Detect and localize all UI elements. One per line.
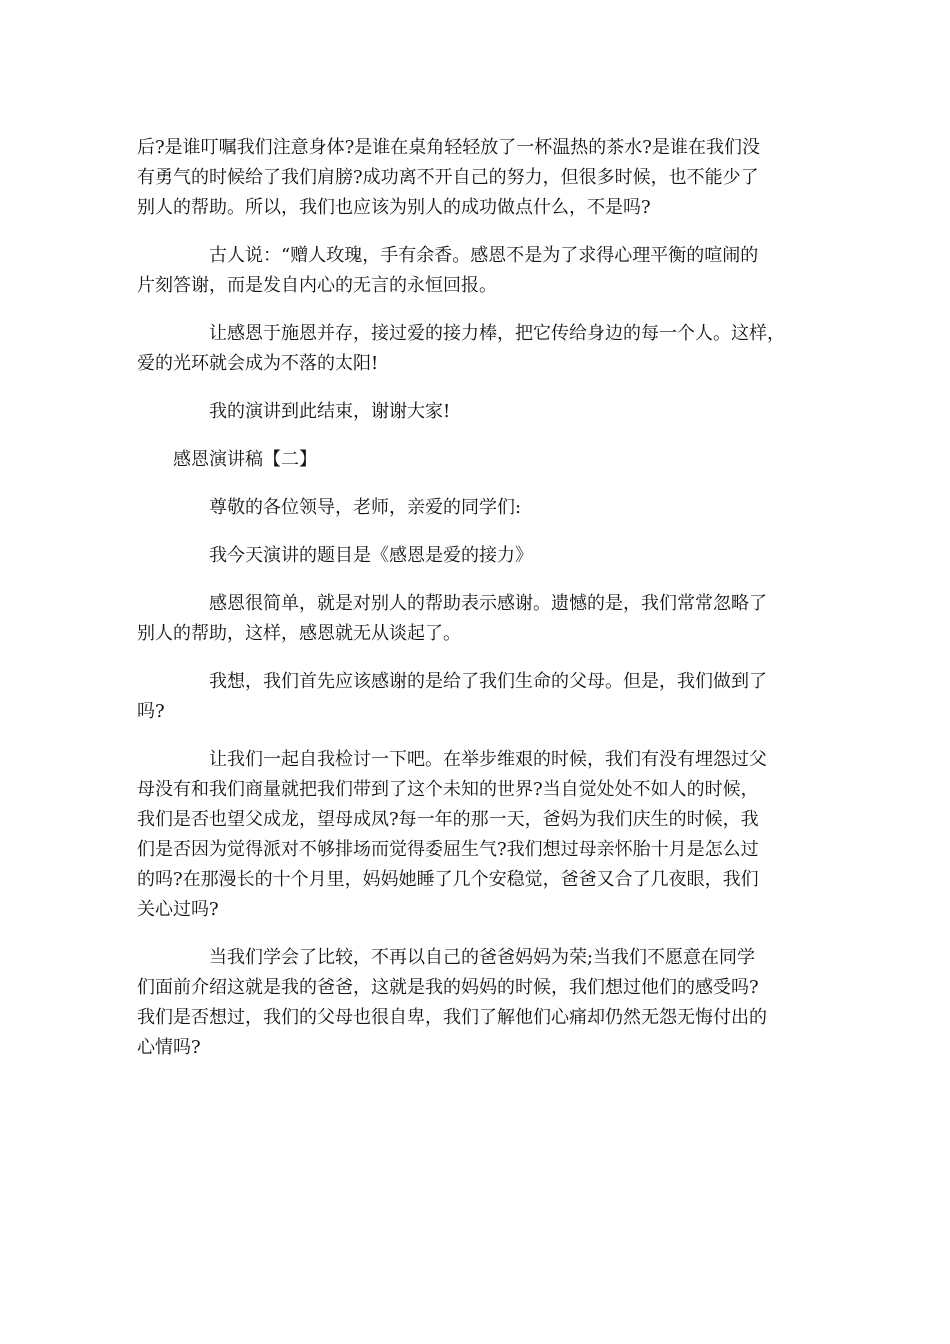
- section-heading: 感恩演讲稿【二】: [173, 449, 317, 470]
- text-line: 古人说：“赠人玫瑰，手有余香。感恩不是为了求得心理平衡的喧闹的: [209, 245, 759, 266]
- text-line: 母没有和我们商量就把我们带到了这个未知的世界?当自觉处处不如人的时候，: [137, 779, 759, 800]
- text-line: 片刻答谢，而是发自内心的无言的永恒回报。: [137, 275, 497, 296]
- text-line: 有勇气的时候给了我们肩膀?成功离不开自己的努力，但很多时候，也不能少了: [137, 167, 759, 188]
- text-line: 别人的帮助，这样，感恩就无从谈起了。: [137, 623, 461, 644]
- text-line: 关心过吗?: [137, 899, 219, 920]
- paragraph: [137, 241, 822, 301]
- text-line: 爱的光环就会成为不落的太阳!: [137, 353, 379, 374]
- text-line: 我想，我们首先应该感谢的是给了我们生命的父母。但是，我们做到了: [209, 671, 767, 692]
- text-line: 让我们一起自我检讨一下吧。在举步维艰的时候，我们有没有埋怨过父: [209, 749, 767, 770]
- paragraph: [137, 541, 822, 571]
- text-line: 尊敬的各位领导，老师，亲爱的同学们:: [209, 497, 522, 518]
- document-body: [137, 133, 822, 1081]
- paragraph: [137, 589, 822, 649]
- paragraph: [137, 319, 822, 379]
- text-line: 我们是否也望父成龙，望母成凤?每一年的那一天，爸妈为我们庆生的时候，我: [137, 809, 759, 830]
- text-line: 后?是谁叮嘱我们注意身体?是谁在桌角轻轻放了一杯温热的茶水?是谁在我们没: [137, 137, 760, 158]
- text-line: 我今天演讲的题目是《感恩是爱的接力》: [209, 545, 533, 566]
- paragraph: [137, 943, 822, 1063]
- paragraph: [137, 133, 822, 223]
- text-line: 别人的帮助。所以，我们也应该为别人的成功做点什么，不是吗?: [137, 197, 651, 218]
- paragraph: [137, 745, 822, 925]
- text-line: 心情吗?: [137, 1037, 201, 1058]
- text-line: 的吗?在那漫长的十个月里，妈妈她睡了几个安稳觉，爸爸又合了几夜眼，我们: [137, 869, 759, 890]
- text-line: 吗?: [137, 701, 165, 722]
- text-line: 让感恩于施恩并存，接过爱的接力棒，把它传给身边的每一个人。这样，: [209, 323, 785, 344]
- paragraph: [137, 667, 822, 727]
- text-line: 们是否因为觉得派对不够排场而觉得委屈生气?我们想过母亲怀胎十月是怎么过: [137, 839, 759, 860]
- paragraph: [137, 397, 822, 427]
- text-line: 我们是否想过，我们的父母也很自卑，我们了解他们心痛却仍然无怨无悔付出的: [137, 1007, 767, 1028]
- text-line: 感恩很简单，就是对别人的帮助表示感谢。遗憾的是，我们常常忽略了: [209, 593, 767, 614]
- text-line: 当我们学会了比较，不再以自己的爸爸妈妈为荣;当我们不愿意在同学: [209, 947, 756, 968]
- paragraph: [137, 493, 822, 523]
- text-line: 们面前介绍这就是我的爸爸，这就是我的妈妈的时候，我们想过他们的感受吗?: [137, 977, 759, 998]
- text-line: 我的演讲到此结束，谢谢大家!: [209, 401, 451, 422]
